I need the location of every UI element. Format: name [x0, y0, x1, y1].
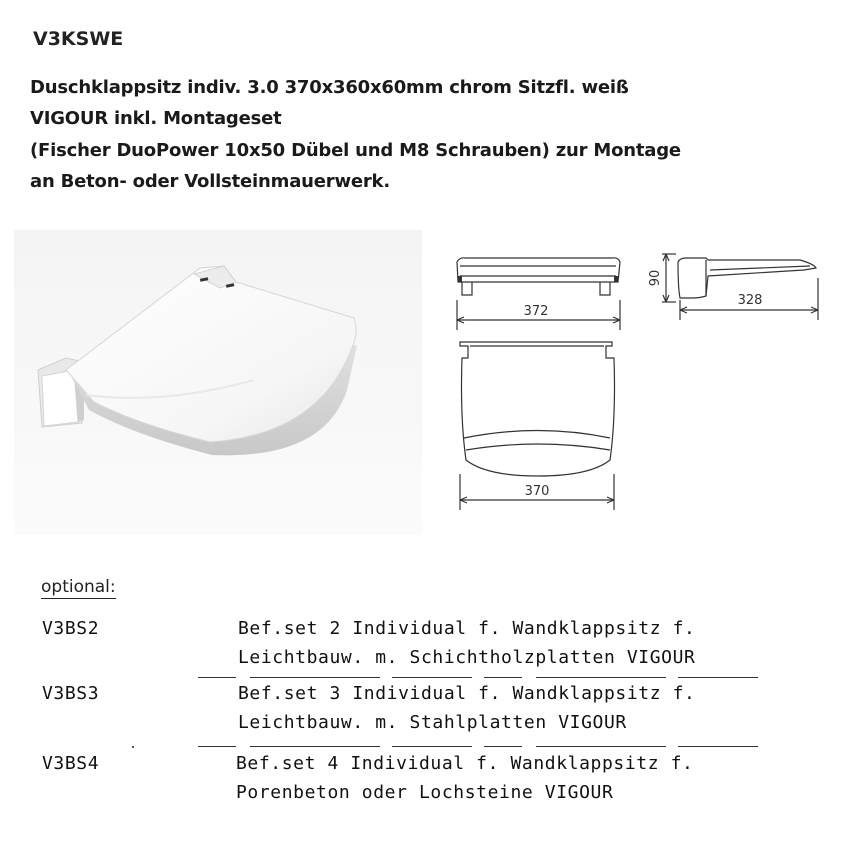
optional-heading: optional: — [41, 577, 116, 597]
technical-drawing — [440, 238, 840, 528]
option-text-line-1: Bef.set 4 Individual f. Wandklappsitz f. — [236, 753, 694, 774]
dimension-seat-width: 370 — [524, 484, 550, 499]
option-text-line-1: Bef.set 3 Individual f. Wandklappsitz f. — [238, 683, 696, 704]
product-code: V3KSWE — [33, 28, 124, 50]
dimension-depth: 328 — [737, 293, 763, 308]
description-line-2: VIGOUR inkl. Montageset — [30, 108, 282, 129]
option-text-line-1: Bef.set 2 Individual f. Wandklappsitz f. — [238, 618, 696, 639]
option-code-v3bs2: V3BS2 — [42, 618, 100, 639]
option-text-line-2: Leichtbauw. m. Stahlplatten VIGOUR — [238, 712, 627, 733]
dimension-top-width: 372 — [523, 304, 549, 319]
option-code-v3bs3: V3BS3 — [42, 683, 100, 704]
option-code-v3bs4: V3BS4 — [42, 753, 100, 774]
description-line-3: (Fischer DuoPower 10x50 Dübel und M8 Schrauben) zur Montage — [30, 140, 681, 161]
option-text-line-2: Leichtbauw. m. Schichtholzplatten VIGOUR — [238, 647, 696, 668]
description-line-4: an Beton- oder Vollsteinmauerwerk. — [30, 171, 390, 192]
dimension-height: 90 — [648, 269, 663, 287]
option-text-line-2: Porenbeton oder Lochsteine VIGOUR — [236, 782, 614, 803]
description-line-1: Duschklappsitz indiv. 3.0 370x360x60mm chrom Sitzfl. weiß — [30, 77, 629, 98]
shower-seat-photo — [14, 230, 422, 535]
